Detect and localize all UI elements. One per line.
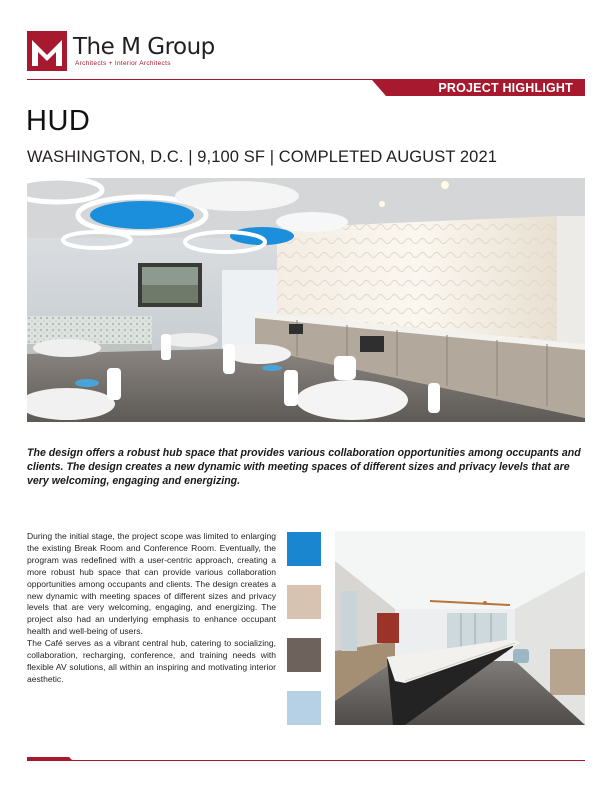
footer-rule xyxy=(27,760,585,761)
project-description xyxy=(27,531,276,686)
swatch-blue xyxy=(287,532,321,566)
logo-mark xyxy=(27,31,67,71)
project-meta: WASHINGTON, D.C. | 9,100 SF | COMPLETED AUGUST 2021 xyxy=(27,148,497,166)
swatch-taupe xyxy=(287,638,321,672)
hero-photo-cafe xyxy=(27,178,585,422)
cafe-interior-illustration xyxy=(27,178,585,422)
conference-photo xyxy=(335,531,585,725)
swatch-light-blue xyxy=(287,691,321,725)
project-summary: The design offers a robust hub space that provides various collaboration opportunities among occupants and clients. The design creates a new dynamic with meeting spaces of different sizes and privacy levels that are very welcoming, engaging and energizing. xyxy=(27,447,581,487)
project-highlight-banner xyxy=(372,80,585,96)
project-title: HUD xyxy=(26,105,91,137)
swatch-beige xyxy=(287,585,321,619)
banner-label: PROJECT HIGHLIGHT xyxy=(438,81,573,95)
logo-m-icon xyxy=(27,31,67,71)
brand-name: The M Group xyxy=(73,34,215,60)
conference-room-illustration xyxy=(335,531,585,725)
footer-accent xyxy=(27,757,73,761)
description-paragraph-2: The Café serves as a vibrant central hub, catering to socializing, collaboration, recharging, conference, and training needs with flexible AV solutions, all within an inspiring and motivating interior aesthetic. xyxy=(27,638,276,684)
brand-tagline: Architects + Interior Architects xyxy=(75,60,171,67)
description-paragraph-1: During the initial stage, the project scope was limited to enlarging the existing Break Room and Conference Room. Eventually, the program was redefined with a user-centric approach, creating a more robust hub space that can provide various collaboration opportunities among occupants and clients. The design creates a new dynamic with meeting spaces of different sizes and privacy levels that are very welcoming, engaging, and energizing. The project also had an underlying emphasis to enhance occupant health and well-being of users. xyxy=(27,531,276,637)
